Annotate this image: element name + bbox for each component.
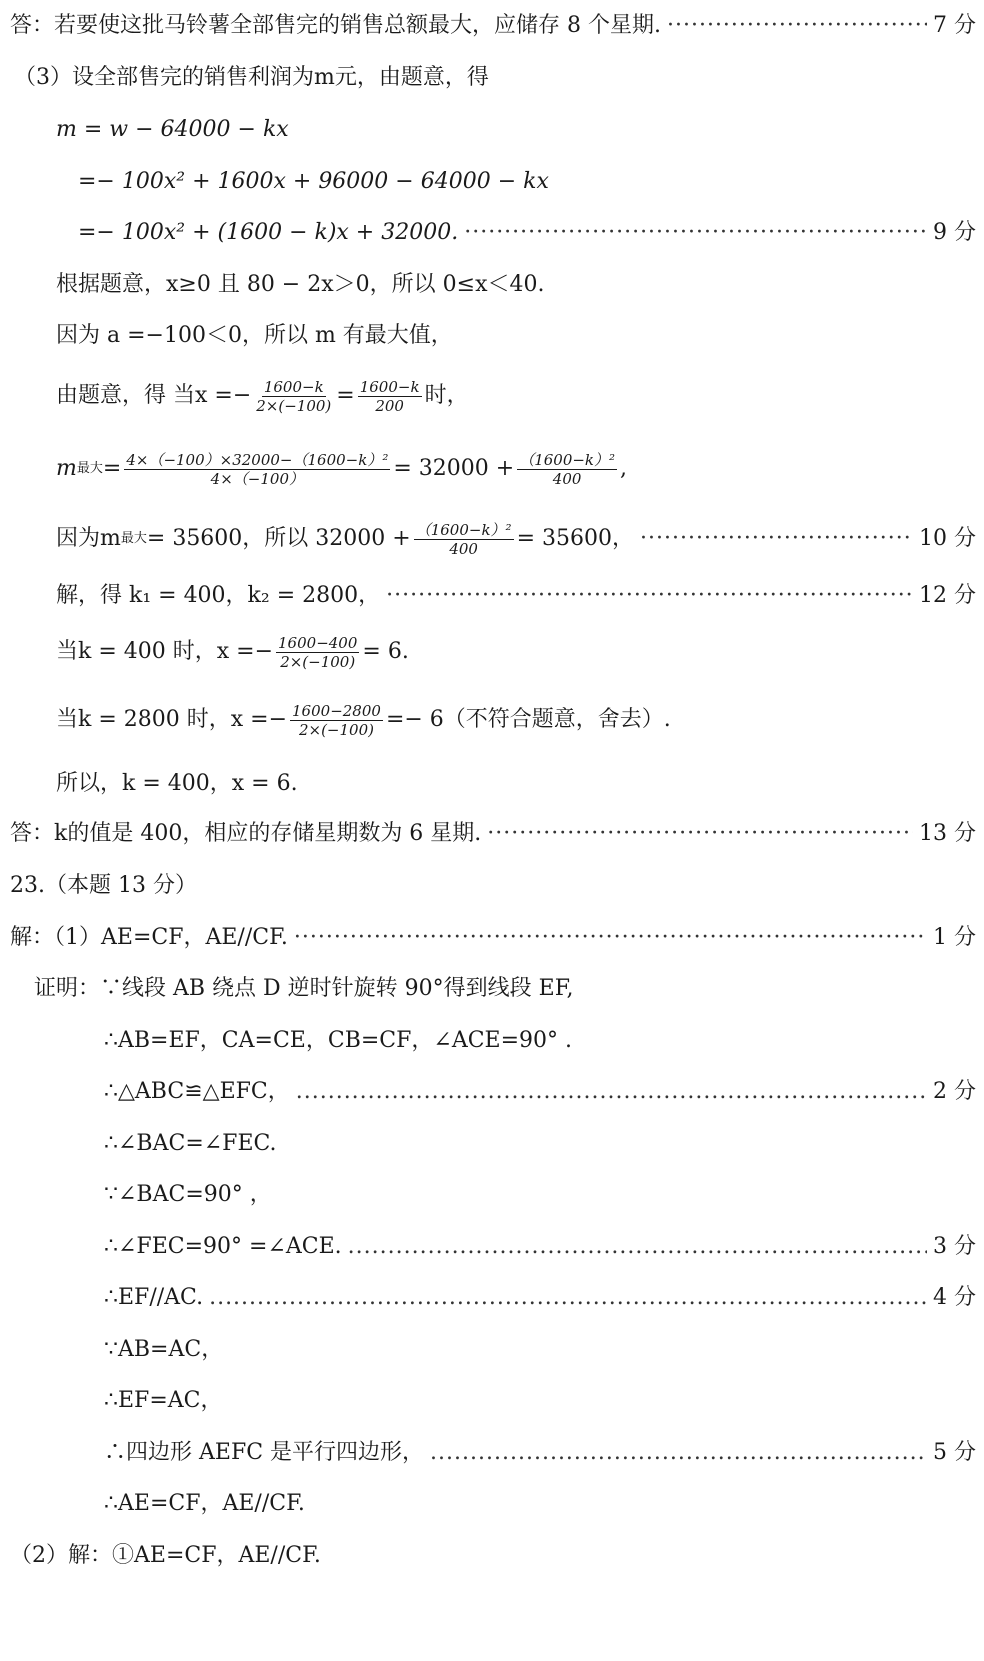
score-label: 10 分 bbox=[919, 526, 976, 551]
fraction: $\frac{1600-400}{2\times(-100)}$ bbox=[278, 633, 358, 671]
part3-heading: （3）设全部售完的销售利润为m元，由题意，得 bbox=[14, 65, 489, 90]
dot-leader bbox=[487, 814, 913, 854]
part2-answer: （2）解：①AE=CF，AE//CF. bbox=[10, 1543, 321, 1568]
score-label: 12 分 bbox=[919, 583, 976, 608]
fraction: $\frac{\text{（1600−k）²}}{400}$ bbox=[519, 450, 616, 488]
proof-step: ∵AB=AC， bbox=[104, 1337, 224, 1362]
fraction: $\frac{1600-k}{200}$ bbox=[359, 377, 420, 415]
proof-step: ∴∠FEC=90° =∠ACE. ..... 3 分 bbox=[0, 1227, 984, 1267]
proof-step: ∴四边形 AEFC 是平行四边形， ..... 5 分 bbox=[0, 1433, 984, 1473]
proof-step: ∵∠BAC=90° ， bbox=[104, 1182, 272, 1207]
dot-leader bbox=[296, 1072, 927, 1112]
answer-text: 答：若要使这批马铃薯全部售完的销售总额最大，应储存 8 个星期. bbox=[10, 13, 661, 38]
fraction-line: 当k = 2800 时，x =− $\frac{1600-2800}{2\times(-100)}$ =− 6（不符合题意，舍去）. bbox=[56, 701, 671, 739]
fraction-line: 当k = 400 时，x =− $\frac{1600-400}{2\times(-100)}$ = 6. bbox=[56, 633, 409, 671]
fraction: $\frac{\text{（1600−k）²}}{400}$ bbox=[415, 520, 512, 558]
dot-leader bbox=[348, 1227, 927, 1267]
proof-step: ∴AB=EF，CA=CE，CB=CF，∠ACE=90° . bbox=[104, 1028, 573, 1053]
fraction-line: 因为m 最大 = 35600，所以 32000 + $\frac{\text{（1600−k）²}}{400}$ = 35600， ····· 10 分 bbox=[0, 514, 984, 564]
text-line: 根据题意，x≥0 且 80 − 2x＞0，所以 0≤x＜40. bbox=[56, 272, 545, 297]
score-label: 2 分 bbox=[933, 1079, 976, 1104]
score-label: 5 分 bbox=[933, 1440, 976, 1465]
proof-step: ∴∠BAC=∠FEC. bbox=[104, 1131, 277, 1156]
proof-step: ∴△ABC≌△EFC， ..... 2 分 bbox=[0, 1072, 984, 1112]
fraction: $\frac{\text{4×（−100）×32000−（1600−k）²}}{4\times(-100)}$ bbox=[126, 450, 389, 488]
score-label: 3 分 bbox=[933, 1234, 976, 1259]
equation-line: =− 100x² + (1600 − k)x + 32000. ····· 9 分 bbox=[0, 213, 984, 253]
answer-line-2: 答：k的值是 400，相应的存储星期数为 6 星期. ····· 13 分 bbox=[0, 814, 984, 854]
equation-line: =− 100x² + 1600x + 96000 − 64000 − kx bbox=[78, 169, 549, 194]
equation-line: m = w − 64000 − kx bbox=[56, 117, 289, 142]
dot-leader bbox=[209, 1278, 927, 1318]
score-label: 1 分 bbox=[933, 925, 976, 950]
score-label: 13 分 bbox=[919, 821, 976, 846]
solution-line: 解，得 k₁ = 400，k₂ = 2800， ····· 12 分 bbox=[0, 576, 984, 616]
dot-leader bbox=[464, 213, 927, 253]
text-line: 因为 a =−100＜0，所以 m 有最大值， bbox=[56, 323, 453, 348]
dot-leader bbox=[386, 576, 913, 616]
score-label: 4 分 bbox=[933, 1285, 976, 1310]
answer-line-1 bbox=[0, 6, 984, 46]
dot-leader bbox=[667, 6, 927, 46]
text-line: 所以，k = 400，x = 6. bbox=[56, 771, 298, 796]
dot-leader bbox=[294, 918, 927, 958]
question-23-heading: 23.（本题 13 分） bbox=[10, 873, 197, 898]
fraction: $\frac{1600-k}{2\times(-100)}$ bbox=[256, 377, 332, 415]
proof-step: ∴EF=AC， bbox=[104, 1388, 223, 1413]
fraction: $\frac{1600-2800}{2\times(-100)}$ bbox=[292, 701, 381, 739]
proof-step: ∴AE=CF，AE//CF. bbox=[104, 1491, 305, 1516]
score-label: 9 分 bbox=[933, 220, 976, 245]
part1-answer: 解：（1）AE=CF，AE//CF. ····· 1 分 bbox=[0, 918, 984, 958]
score-label: 7 分 bbox=[933, 13, 976, 38]
proof-step: ∴EF//AC. ..... 4 分 bbox=[0, 1278, 984, 1318]
proof-start: 证明：∵线段 AB 绕点 D 逆时针旋转 90°得到线段 EF, bbox=[34, 976, 574, 1001]
dot-leader bbox=[430, 1433, 927, 1473]
dot-leader bbox=[640, 519, 913, 559]
fraction-line: 由题意，得 当x =− $\frac{1600-k}{2\times(-100)}$ = $\frac{1600-k}{200}$ 时， bbox=[56, 377, 469, 415]
fraction-line: m 最大 = $\frac{\text{4×（−100）×32000−（1600−k）²}}{4\times(-100)}$ = 32000 + $\frac{\text{（1600−k）²}}{400}$ , bbox=[56, 450, 628, 488]
